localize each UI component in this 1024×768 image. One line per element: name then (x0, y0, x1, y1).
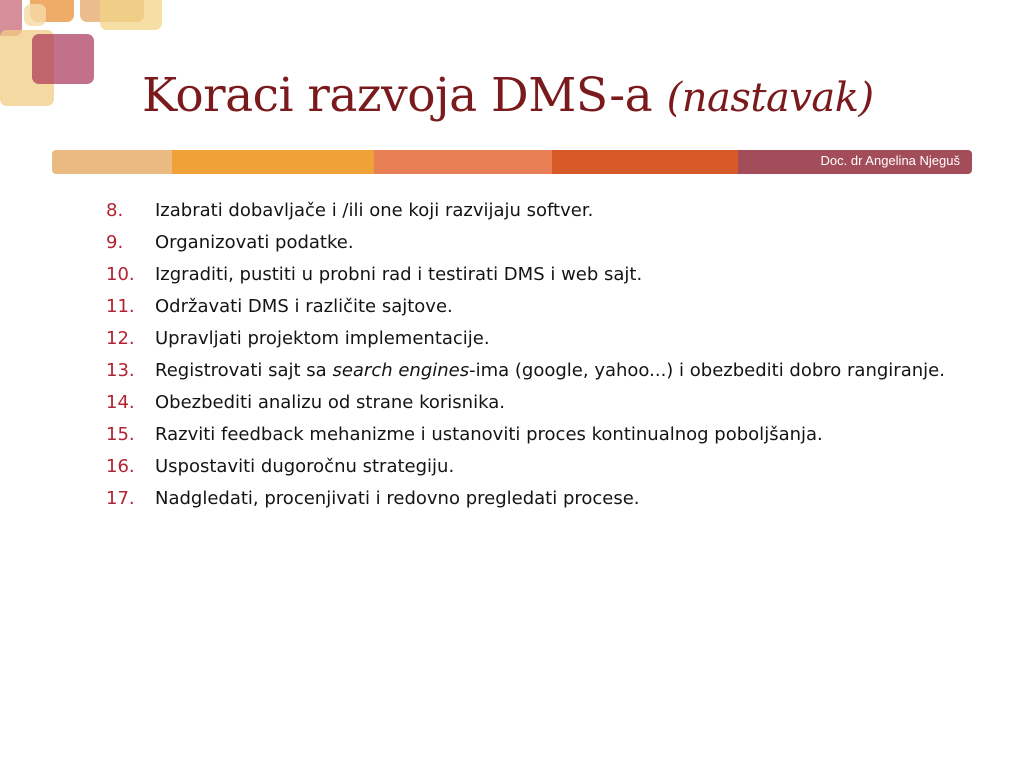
list-item (106, 421, 976, 448)
item-number: 13. (106, 360, 135, 381)
decor-square (32, 34, 94, 84)
list-item (106, 261, 976, 288)
title-suffix: (nastavak) (666, 75, 874, 121)
slide-title (142, 68, 874, 123)
item-text-end: -ima (google, yahoo...) i obezbediti dobro rangiranje. (469, 360, 945, 381)
item-number: 9. (106, 232, 124, 253)
list-item (106, 293, 976, 320)
item-number: 12. (106, 328, 135, 349)
author-label: Doc. dr Angelina Njeguš (820, 153, 960, 168)
list-item (106, 485, 976, 512)
band-segment (172, 150, 374, 174)
item-number: 10. (106, 264, 135, 285)
item-text: Nadgledati, procenjivati i redovno pregledati procese. (155, 488, 640, 509)
item-text-start: Registrovati sajt sa (155, 360, 333, 381)
list-item (106, 229, 976, 256)
decor-square (24, 4, 46, 26)
list-item (106, 389, 976, 416)
item-number: 17. (106, 488, 135, 509)
list-item (106, 357, 976, 384)
decor-square (100, 0, 162, 30)
item-text: Izabrati dobavljače i /ili one koji razvijaju softver. (155, 200, 594, 221)
item-text: Organizovati podatke. (155, 232, 354, 253)
item-text: Izgraditi, pustiti u probni rad i testirati DMS i web sajt. (155, 264, 643, 285)
item-text (155, 357, 976, 384)
title-main: Koraci razvoja DMS-a (142, 68, 653, 123)
item-number: 15. (106, 424, 135, 445)
header-band (52, 150, 972, 174)
band-segment (374, 150, 552, 174)
list-item (106, 325, 976, 352)
item-text: Razviti feedback mehanizme i ustanoviti proces kontinualnog poboljšanja. (155, 424, 823, 445)
band-segment (552, 150, 738, 174)
item-text: Održavati DMS i različite sajtove. (155, 296, 453, 317)
item-text: Upravljati projektom implementacije. (155, 328, 490, 349)
item-text-emphasis: search engines (332, 360, 470, 381)
item-number: 11. (106, 296, 135, 317)
list-item (106, 197, 976, 224)
list-item (106, 453, 976, 480)
item-number: 16. (106, 456, 135, 477)
item-text: Uspostaviti dugoročnu strategiju. (155, 456, 455, 477)
item-number: 14. (106, 392, 135, 413)
item-text: Obezbediti analizu od strane korisnika. (155, 392, 505, 413)
item-number: 8. (106, 200, 124, 221)
steps-list (106, 197, 976, 517)
band-segment (52, 150, 172, 174)
